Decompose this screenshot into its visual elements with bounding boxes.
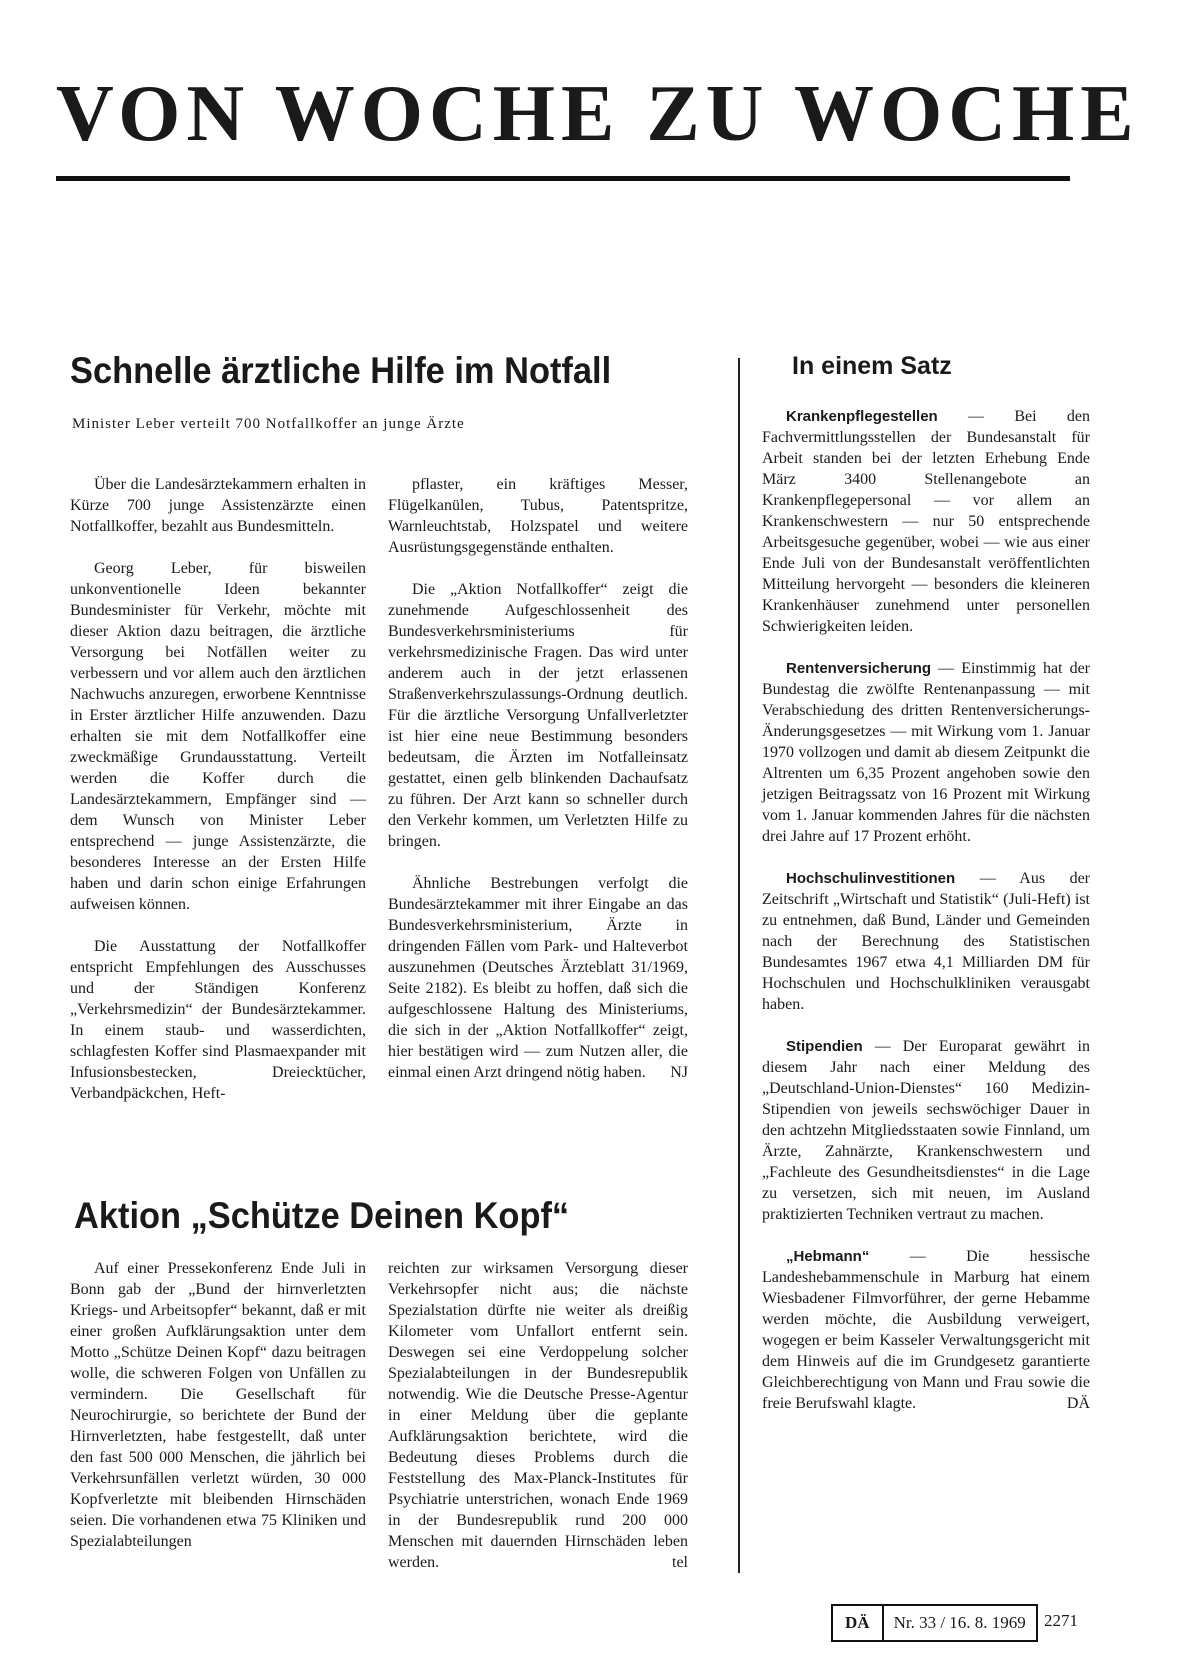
sidebar-item-text: — Bei den Fachvermittlungsstellen der Bundesanstalt für Arbeit standen bei der letzten Erhebung Ende März 3400 Stellenangebote an Krankenpflegepersonal — vor allem an Krankenschwestern — nur 50 entsprechende Arbeitsgesuche gegenüber, wobei — wie aus einer Ende Juli von der Bundesanstalt veröffentlichten Mitteilung hervorgeht — besonders die kleineren Krankenhäuser zunehmend unter personellen Schwierigkeiten leiden. — [762, 408, 1090, 635]
sidebar-item — [762, 1036, 1090, 1225]
article2-column-1 — [70, 1258, 366, 1552]
page-number: 2271 — [1044, 1611, 1078, 1630]
article1-subhead: Minister Leber verteilt 700 Notfallkoffer an junge Ärzte — [72, 416, 465, 432]
sidebar-item — [762, 1246, 1090, 1414]
author-signature: NJ — [670, 1064, 688, 1081]
footer-journal: DÄ — [833, 1606, 884, 1640]
sidebar-item — [762, 868, 1090, 1015]
sidebar-item-lead: „Hebmann“ — [786, 1248, 870, 1265]
sidebar-item-lead: Stipendien — [786, 1038, 863, 1055]
sidebar-item-lead: Rentenversicherung — [786, 660, 932, 677]
article1-column-1 — [70, 474, 366, 1104]
masthead-rule — [56, 176, 1070, 181]
article1-column-2 — [388, 474, 688, 1083]
sidebar-item-text: — Einstimmig hat der Bundestag die zwölfte Rentenanpassung — mit Verabschiedung des dritten Rentenversicherungs-Änderungsgesetzes — mit Wirkung vom 1. Januar 1970 vollzogen und damit ab diesem Zeitpunkt die Altrenten um 6,35 Prozent angehoben sowie den jetzigen Beitragssatz von 16 Prozent mit Wirkung vom 1. Januar kommenden Jahres für die nächsten drei Jahre auf 17 Prozent erhöht. — [762, 660, 1090, 845]
author-signature: DÄ — [1066, 1395, 1090, 1412]
article2-column-2 — [388, 1258, 688, 1573]
sidebar-item-text: — Der Europarat gewährt in diesem Jahr nach einer Meldung des „Deutschland-Union-Dienstes“ 160 Medizin-Stipendien von jeweils sechswöchiger Dauer in den achtzehn Mitgliedsstaaten sowie Finnland, um Ärzte, Zahnärzte, Krankenschwestern und „Fachleute des Gesundheitsdienstes“ in die Lage zu versetzen, sich mit neuen, im Ausland praktizierten Techniken vertraut zu machen. — [762, 1038, 1090, 1223]
author-signature: tel — [672, 1554, 688, 1571]
sidebar-item — [762, 406, 1090, 637]
sidebar-column — [762, 406, 1090, 1414]
column-divider — [738, 358, 740, 1573]
paragraph: Georg Leber, für bisweilen unkonventionelle Ideen bekannter Bundesminister für Verkehr, möchte mit dieser Aktion dazu beitragen, die ärztliche Versorgung bei Notfällen weiter zu verbessern und vor allem auch den ärztlichen Nachwuchs anzuregen, erworbene Kenntnisse in Erster ärztlicher Hilfe anzuwenden. Dazu erhalten sie mit dem Notfallkoffer eine zweckmäßige Grundausstattung. Verteilt werden die Koffer durch die Landesärztekammern, Empfänger sind — dem Wunsch von Minister Leber entsprechend — junge Assistenzärzte, die besonderes Interesse an der Ersten Hilfe haben und darin schon einige Erfahrungen aufweisen können. — [70, 560, 366, 913]
masthead-title: VON WOCHE ZU WOCHE — [56, 70, 1140, 158]
paragraph: Auf einer Pressekonferenz Ende Juli in Bonn gab der „Bund der hirnverletzten Kriegs- und Arbeitsopfer“ bekannt, daß er mit einer großen Aufklärungsaktion unter dem Motto „Schütze Deinen Kopf“ dazu beitragen wolle, die schweren Folgen von Unfällen zu vermindern. Die Gesellschaft für Neurochirurgie, so berichtete der Bund der Hirnverletzten, habe festgestellt, daß unter den fast 500 000 Menschen, die jährlich bei Verkehrsunfällen verletzt würden, 30 000 Kopfverletzte mit bleibenden Hirnschäden seien. Die vorhandenen etwa 75 Kliniken und Spezialabteilungen — [70, 1260, 366, 1550]
paragraph-text: reichten zur wirksamen Versorgung dieser Verkehrsopfer nicht aus; die nächste Spezialstation dürfte nie weiter als dreißig Kilometer vom Unfallort entfernt sein. Deswegen sei eine Verdoppelung solcher Spezialabteilungen in der Bundesrepublik notwendig. Wie die Deutsche Presse-Agentur in einer Meldung über die geplante Aufklärungsaktion berichtete, wird die Bedeutung dieses Problems durch die Feststellung des Max-Planck-Institutes für Psychiatrie unterstrichen, wonach Ende 1969 in der Bundesrepublik rund 200 000 Menschen mit dauernden Hirnschäden leben werden. — [388, 1260, 688, 1571]
paragraph — [388, 1258, 688, 1573]
sidebar-item-text: — Die hessische Landeshebammenschule in Marburg hat einem Wiesbadener Filmvorführer, der gerne Hebamme werden möchte, die Ausbildung verweigert, wogegen er beim Kasseler Verwaltungsgericht mit dem Hinweis auf die im Grundgesetz garantierte Gleichberechtigung von Mann und Frau sowie die freie Berufswahl klagte. — [762, 1248, 1090, 1412]
article1-headline: Schnelle ärztliche Hilfe im Notfall — [70, 350, 612, 391]
paragraph: Über die Landesärztekammern erhalten in Kürze 700 junge Assistenzärzte einen Notfallkoffer, bezahlt aus Bundesmitteln. — [70, 476, 366, 535]
paragraph-text: Ähnliche Bestrebungen verfolgt die Bundesärztekammer mit ihrer Eingabe an das Bundesverkehrsministerium, Ärzte in dringenden Fällen vom Park- und Halteverbot auszunehmen (Deutsches Ärzteblatt 31/1969, Seite 2182). Es bleibt zu hoffen, daß sich die aufgeschlossene Haltung des Ministeriums, die sich in der „Aktion Notfallkoffer“ zeigt, hier bestätigen wird — zum Nutzen aller, die einmal einen Arzt dringend nötig haben. — [388, 875, 688, 1081]
sidebar-item-lead: Krankenpflegestellen — [786, 408, 938, 425]
article2-headline: Aktion „Schütze Deinen Kopf“ — [74, 1195, 570, 1236]
sidebar-title: In einem Satz — [792, 352, 952, 380]
footer-issue: Nr. 33 / 16. 8. 1969 — [893, 1613, 1026, 1632]
sidebar-item-lead: Hochschulinvestitionen — [786, 870, 956, 887]
sidebar-item-text: — Aus der Zeitschrift „Wirtschaft und Statistik“ (Juli-Heft) ist zu entnehmen, daß Bund, Länder und Gemeinden nach der Berechnung des Statistischen Bundesamtes 1967 etwa 4,1 Milliarden DM für Hochschulen und Hochschulkliniken verausgabt haben. — [762, 870, 1090, 1013]
paragraph: Die „Aktion Notfallkoffer“ zeigt die zunehmende Aufgeschlossenheit des Bundesverkehrsministeriums für verkehrsmedizinische Fragen. Das wird unter anderem auch in der jetzt erlassenen Straßenverkehrszulassungs-Ordnung deutlich. Für die ärztliche Versorgung Unfallverletzter ist hier eine neue Bestimmung besonders bedeutsam, die Ärzten im Notfalleinsatz gestattet, einen gelb blinkenden Dachaufsatz zu führen. Der Arzt kann so schneller durch den Verkehr kommen, um Verletzten Hilfe zu bringen. — [388, 581, 688, 850]
paragraph: pflaster, ein kräftiges Messer, Flügelkanülen, Tubus, Patentspritze, Warnleuchtstab, Holzspatel und weitere Ausrüstungsgegenstände enthalten. — [388, 476, 688, 556]
footer-issue-box — [831, 1604, 1038, 1642]
paragraph: Die Ausstattung der Notfallkoffer entspricht Empfehlungen des Ausschusses und der Ständigen Konferenz „Verkehrsmedizin“ der Bundesärztekammer. In einem staub- und wasserdichten, schlagfesten Koffer sind Plasmaexpander mit Infusionsbestecken, Dreiecktücher, Verbandpäckchen, Heft- — [70, 938, 366, 1102]
paragraph — [388, 873, 688, 1083]
sidebar-item — [762, 658, 1090, 847]
